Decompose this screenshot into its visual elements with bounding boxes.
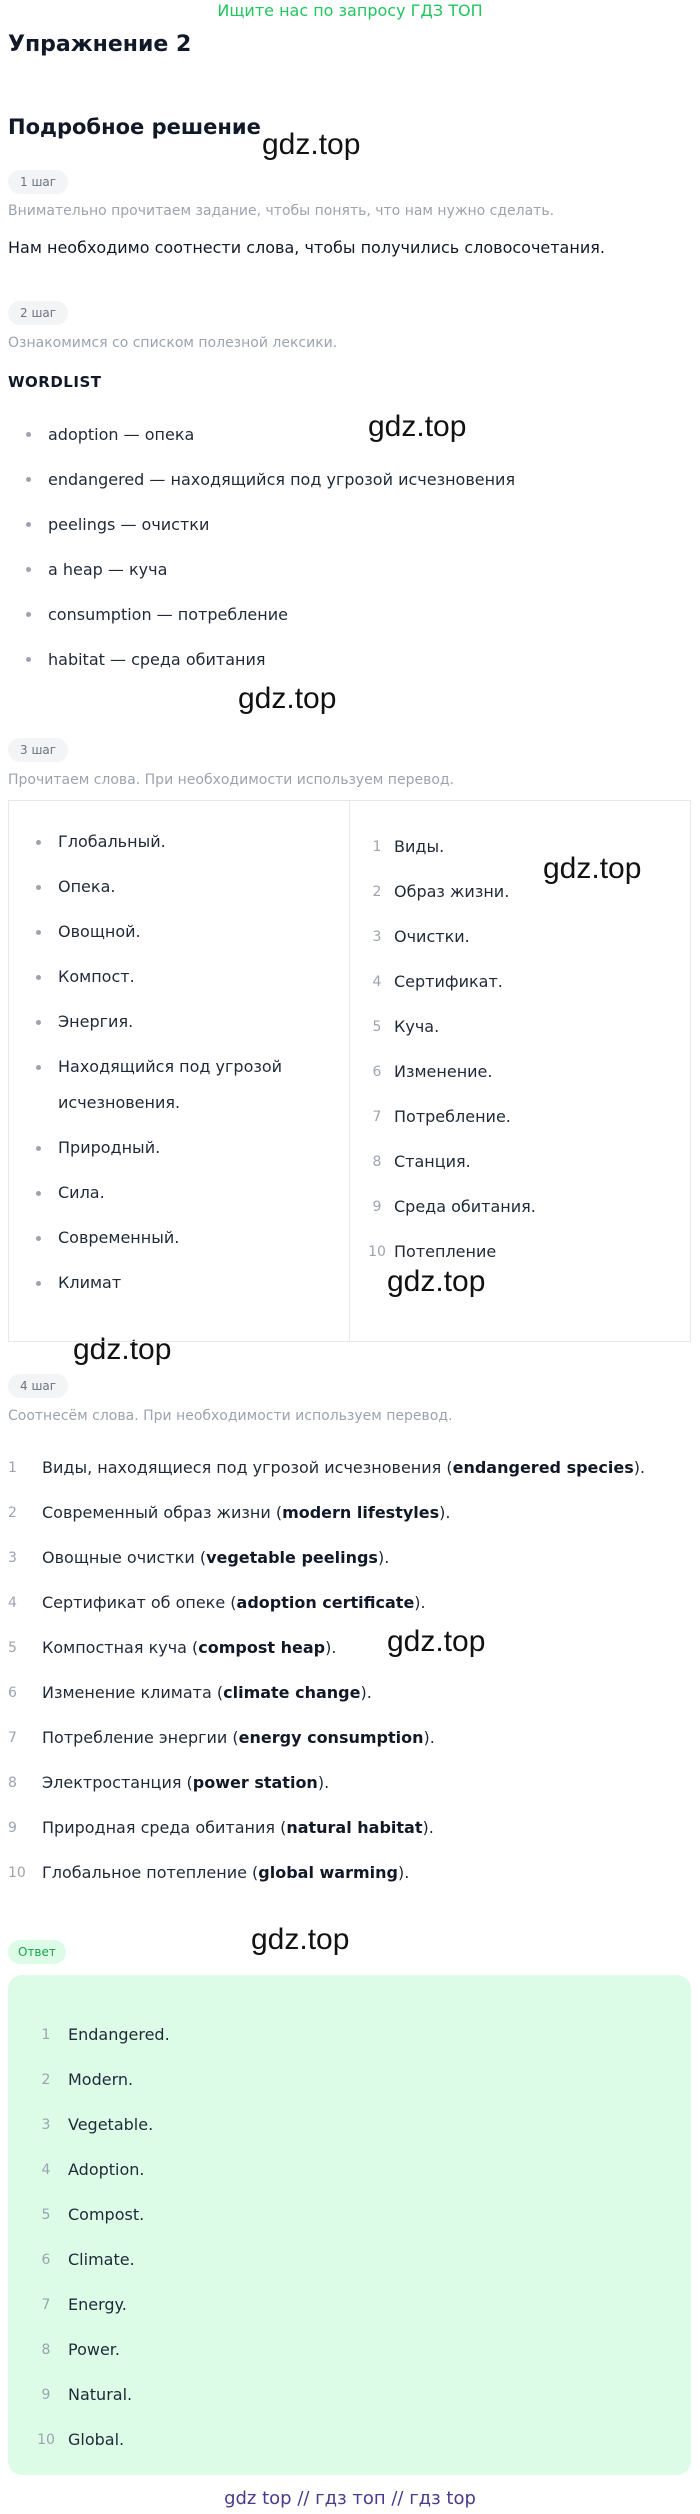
list-item: 9 Природная среда обитания (natural habitat).: [8, 1818, 434, 1837]
step-text: Нам необходимо соотнести слова, чтобы получились словосочетания.: [8, 238, 605, 257]
list-item: 3 Овощные очистки (vegetable peelings).: [8, 1548, 390, 1567]
list-item: Природный.: [18, 1130, 338, 1166]
list-item: 2 Modern.: [41, 2070, 134, 2089]
list-item-text: Среда обитания.: [394, 1197, 536, 1216]
watermark: gdz.top: [251, 1923, 350, 1956]
solution-title: Подробное решение: [8, 115, 261, 139]
matched-list: [8, 1445, 688, 1895]
list-item: Компост.: [18, 959, 338, 995]
list-item-text: Виды.: [394, 837, 445, 856]
step-badge: 2 шаг: [8, 301, 68, 325]
list-item-text: Куча.: [394, 1017, 440, 1036]
list-item: Находящийся под угрозой исчезновения.: [18, 1049, 338, 1121]
list-item: 4 Сертификат.: [372, 972, 503, 991]
step-hint: Внимательно прочитаем задание, чтобы понять, что нам нужно сделать.: [8, 203, 555, 219]
watermark: gdz.top: [387, 1625, 486, 1658]
step-badge: 1 шаг: [8, 170, 68, 194]
list-item-text: Образ жизни.: [394, 882, 510, 901]
footer-links[interactable]: gdz top // гдз топ // гдз top: [224, 2488, 476, 2509]
step-hint: Соотнесём слова. При необходимости используем перевод.: [8, 1408, 453, 1424]
list-item: adoption — опека: [8, 412, 688, 457]
list-item: 6 Изменение климата (climate change).: [8, 1683, 372, 1702]
list-item: Энергия.: [18, 1004, 338, 1040]
list-item: 8 Электростанция (power station).: [8, 1773, 330, 1792]
right-column: [360, 824, 680, 1274]
list-item: habitat — среда обитания: [8, 637, 688, 682]
list-item: 5 Compost.: [41, 2205, 145, 2224]
step-badge: 3 шаг: [8, 738, 68, 762]
list-item-text: Очистки.: [394, 927, 470, 946]
list-item: 8 Power.: [41, 2340, 120, 2359]
list-item: 4 Сертификат об опеке (adoption certificate).: [8, 1593, 426, 1612]
list-item: 2 Современный образ жизни (modern lifestyles).: [8, 1503, 451, 1522]
watermark: gdz.top: [238, 682, 337, 715]
watermark: gdz.top: [262, 128, 361, 161]
list-item: 9 Natural.: [41, 2385, 133, 2404]
table-divider: [349, 800, 350, 1342]
list-item: 5 Куча.: [372, 1017, 440, 1036]
watermark: gdz.top: [368, 410, 467, 443]
wordlist-title: WORDLIST: [8, 373, 102, 391]
list-item-text: Потепление: [394, 1242, 497, 1261]
list-item: consumption — потребление: [8, 592, 688, 637]
step-hint: Ознакомимся со списком полезной лексики.: [8, 335, 338, 351]
list-item: Глобальный.: [18, 824, 338, 860]
list-item: 3 Очистки.: [372, 927, 470, 946]
list-item: 7 Потребление.: [372, 1107, 511, 1126]
list-item: Опека.: [18, 869, 338, 905]
left-column: [18, 824, 338, 1310]
list-item: 3 Vegetable.: [41, 2115, 154, 2134]
list-item: endangered — находящийся под угрозой исчезновения: [8, 457, 688, 502]
list-item: 2 Образ жизни.: [372, 882, 510, 901]
list-item: 1 Виды.: [372, 837, 445, 856]
list-item: 10 Глобальное потепление (global warming).: [8, 1863, 410, 1882]
list-item: peelings — очистки: [8, 502, 688, 547]
search-banner[interactable]: Ищите нас по запросу ГДЗ ТОП: [217, 1, 483, 20]
list-item: 6 Climate.: [41, 2250, 135, 2269]
list-item: 8 Станция.: [372, 1152, 471, 1171]
list-item-text: Изменение.: [394, 1062, 493, 1081]
answer-list: [34, 2012, 434, 2462]
watermark: gdz.top: [73, 1333, 172, 1366]
list-item: Овощной.: [18, 914, 338, 950]
list-item: Сила.: [18, 1175, 338, 1211]
wordlist: [8, 412, 688, 682]
list-item: 7 Потребление энергии (energy consumption).: [8, 1728, 435, 1747]
list-item: 9 Среда обитания.: [372, 1197, 536, 1216]
watermark: gdz.top: [387, 1265, 486, 1298]
list-item: 5 Компостная куча (compost heap).: [8, 1638, 337, 1657]
exercise-title: Упражнение 2: [8, 32, 192, 57]
list-item: 7 Energy.: [41, 2295, 127, 2314]
list-item-text: Потребление.: [394, 1107, 511, 1126]
list-item: 10 Global.: [37, 2430, 125, 2449]
list-item-text: Сертификат.: [394, 972, 503, 991]
list-item: 10 Потепление: [368, 1242, 497, 1261]
list-item: Современный.: [18, 1220, 338, 1256]
list-item: 1 Endangered.: [41, 2025, 170, 2044]
answer-badge: Ответ: [8, 1940, 66, 1964]
list-item: a heap — куча: [8, 547, 688, 592]
list-item: Климат: [18, 1265, 338, 1301]
step-badge: 4 шаг: [8, 1374, 68, 1398]
list-item: 4 Adoption.: [41, 2160, 145, 2179]
watermark: gdz.top: [543, 852, 642, 885]
list-item: 6 Изменение.: [372, 1062, 493, 1081]
list-item-text: Станция.: [394, 1152, 471, 1171]
list-item: 1 Виды, находящиеся под угрозой исчезновения (endangered species).: [8, 1458, 646, 1477]
step-hint: Прочитаем слова. При необходимости используем перевод.: [8, 772, 455, 788]
